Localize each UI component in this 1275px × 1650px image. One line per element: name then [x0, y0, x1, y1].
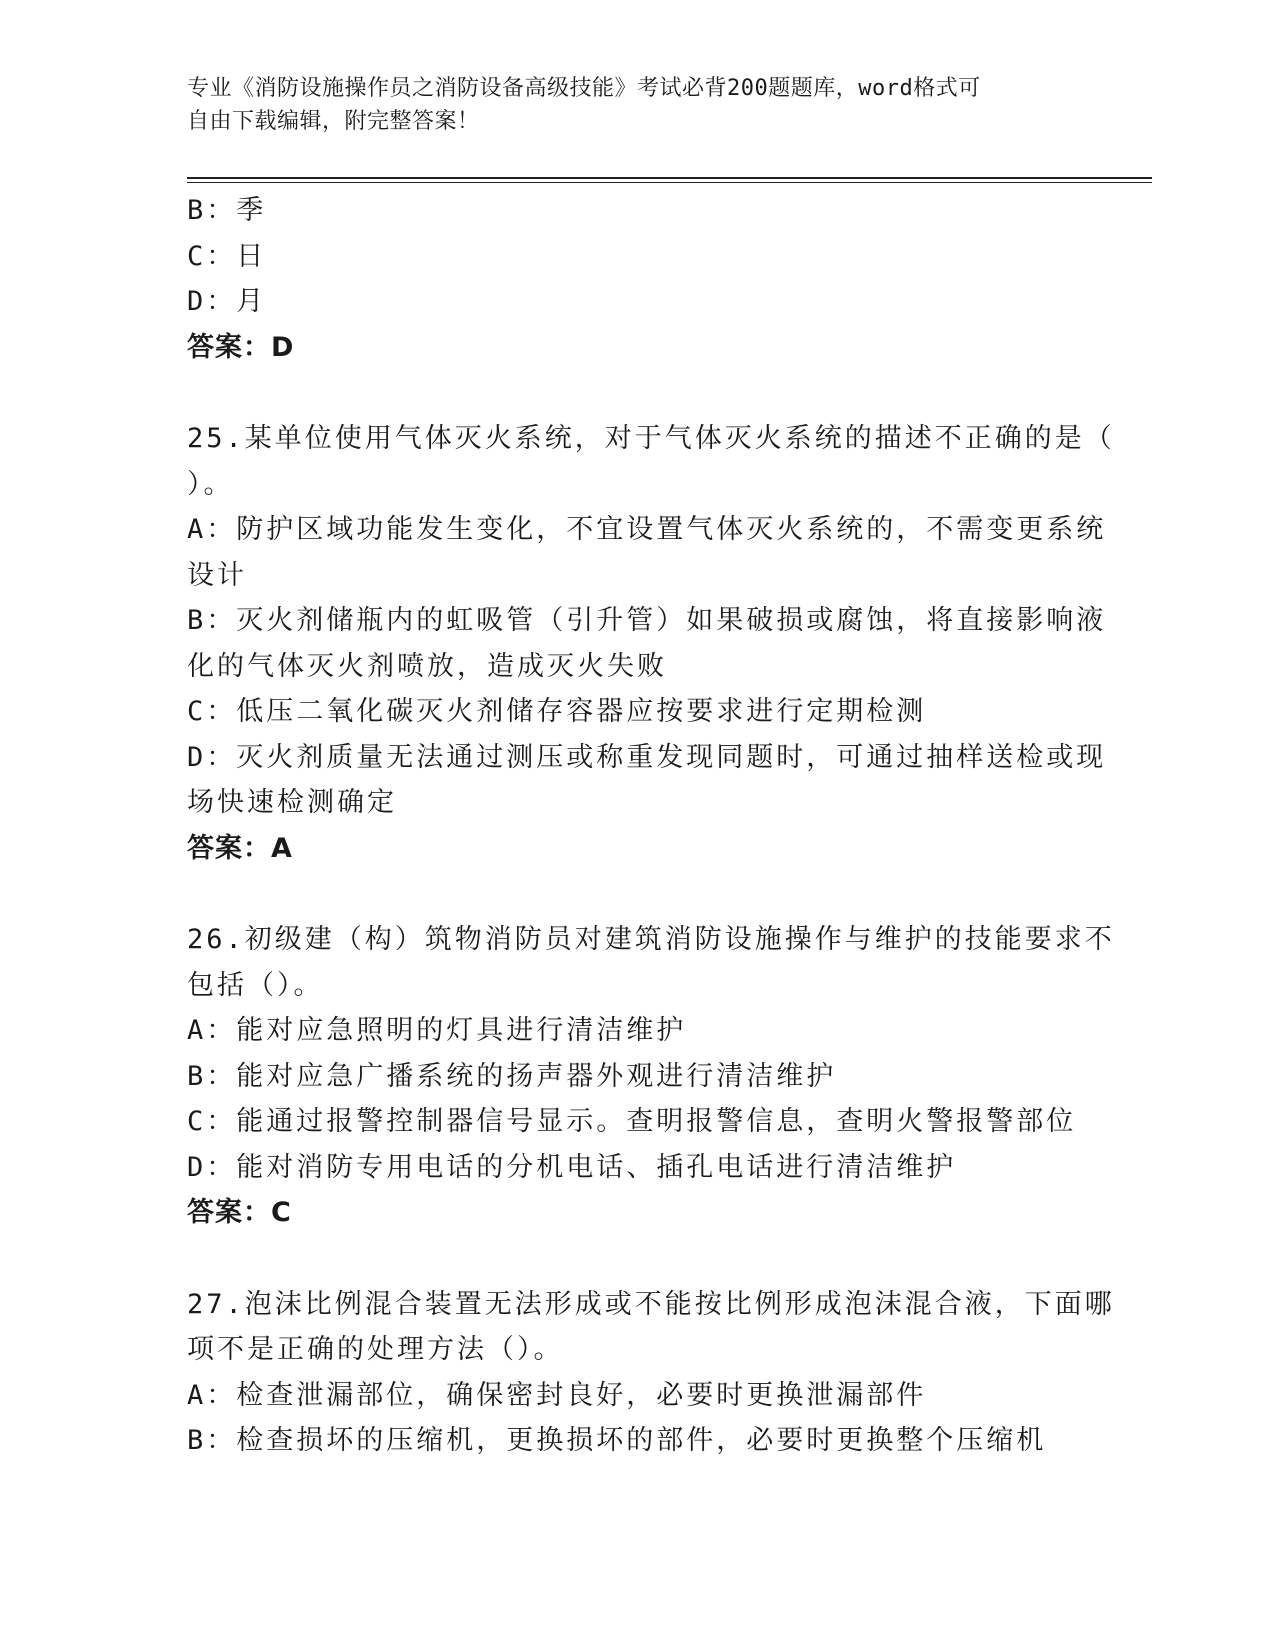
- question-stem: 25.某单位使用气体灭火系统，对于气体灭火系统的描述不正确的是（: [187, 423, 1115, 454]
- option-b: B：能对应急广播系统的扬声器外观进行清洁维护: [187, 1060, 837, 1092]
- header-line-2: 自由下载编辑，附完整答案！: [187, 109, 480, 134]
- option-d-cont: 场快速检测确定: [187, 787, 397, 818]
- option-d: D：灭火剂质量无法通过测压或称重发现同题时，可通过抽样送检或现: [187, 741, 1107, 773]
- option-a: A：防护区域功能发生变化，不宜设置气体灭火系统的，不需变更系统: [187, 514, 1107, 545]
- option-c: C：能通过报警控制器信号显示。查明报警信息，查明火警报警部位: [187, 1106, 1077, 1137]
- question-content: [187, 188, 1115, 1464]
- document-header: [187, 72, 1087, 138]
- option-c: C：日: [187, 240, 267, 272]
- question-stem-cont: 项不是正确的处理方法（）。: [187, 1334, 564, 1365]
- header-divider-thin: [187, 182, 1152, 183]
- header-divider-thick: [187, 177, 1152, 179]
- option-b-cont: 化的气体灭火剂喷放，造成灭火失败: [187, 650, 667, 682]
- option-c: C：低压二氧化碳灭火剂储存容器应按要求进行定期检测: [187, 696, 927, 727]
- option-a: A：能对应急照明的灯具进行清洁维护: [187, 1015, 687, 1046]
- spacer: [187, 1236, 1087, 1282]
- spacer: [187, 871, 1087, 917]
- spacer: [187, 370, 1087, 416]
- option-a-cont: 设计: [187, 559, 247, 591]
- previous-question-tail: [187, 188, 1087, 370]
- option-d: D：月: [187, 286, 267, 317]
- option-b: B：灭火剂储瓶内的虹吸管（引升管）如果破损或腐蚀，将直接影响液: [187, 605, 1107, 636]
- answer: 答案：C: [187, 1197, 292, 1228]
- option-b: B：季: [187, 195, 267, 226]
- question-stem: 27.泡沫比例混合装置无法形成或不能按比例形成泡沫混合液，下面哪: [187, 1288, 1115, 1320]
- option-a: A：检查泄漏部位，确保密封良好，必要时更换泄漏部件: [187, 1379, 927, 1411]
- option-d: D：能对消防专用电话的分机电话、插孔电话进行清洁维护: [187, 1151, 957, 1183]
- question-stem-cont: ）。: [187, 468, 234, 500]
- question-25: [187, 416, 1115, 871]
- answer: 答案：A: [187, 832, 293, 864]
- answer: 答案：D: [187, 331, 295, 363]
- question-stem-cont: 包括（）。: [187, 969, 324, 1001]
- question-26: [187, 917, 1115, 1236]
- header-line-1: 专业《消防设施操作员之消防设备高级技能》考试必背200题题库，word格式可: [187, 76, 981, 101]
- option-b: B：检查损坏的压缩机，更换损坏的部件，必要时更换整个压缩机: [187, 1425, 1047, 1456]
- question-27: [187, 1282, 1115, 1464]
- question-stem: 26.初级建（构）筑物消防员对建筑消防设施操作与维护的技能要求不: [187, 924, 1115, 955]
